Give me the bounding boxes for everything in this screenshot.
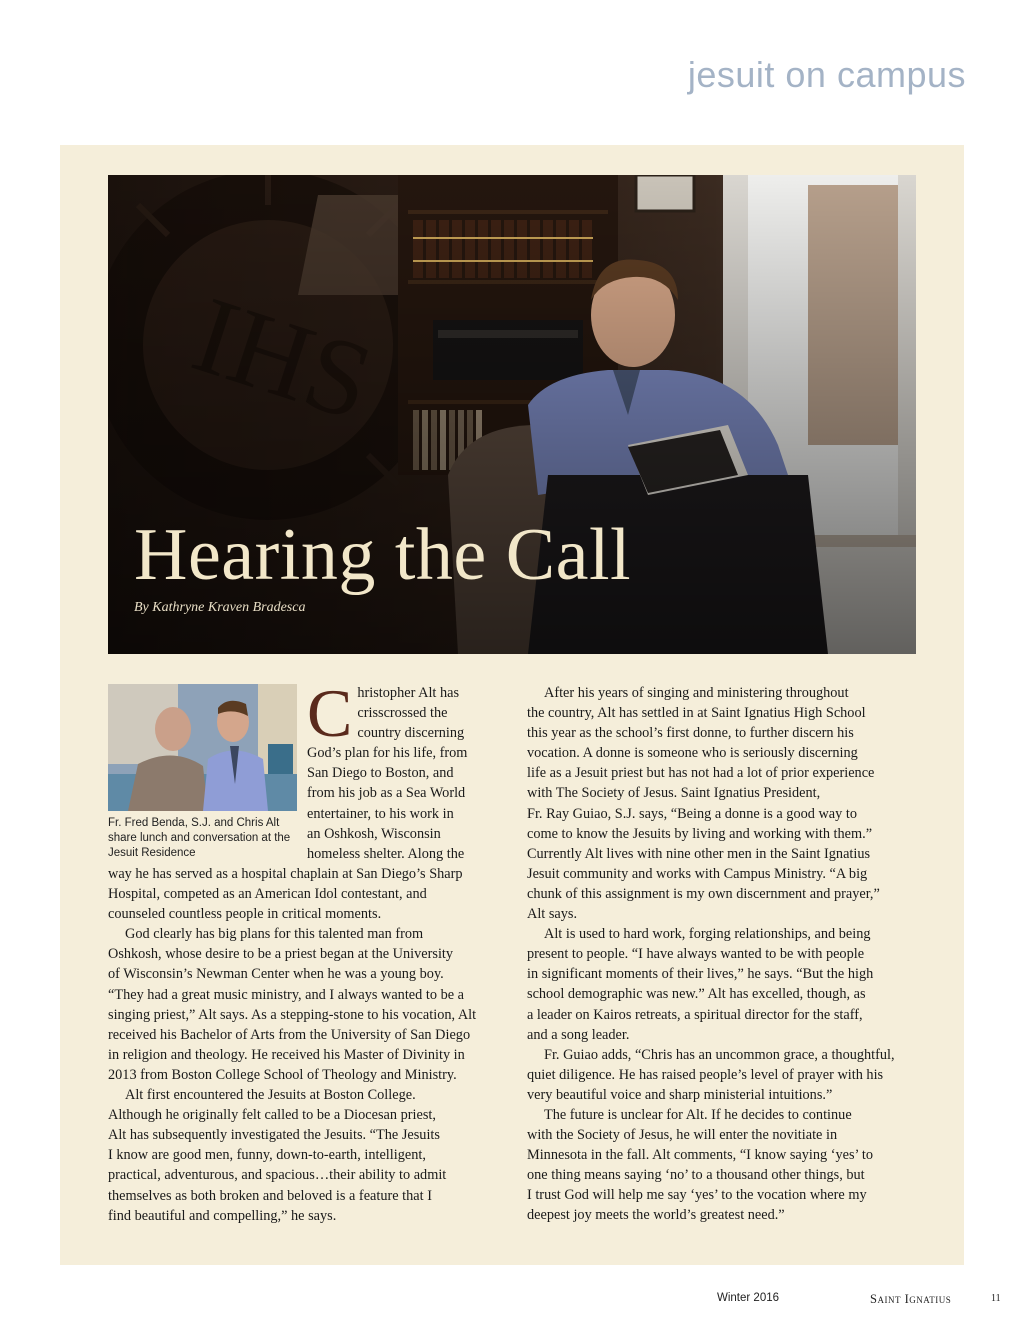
text-line: received his Bachelor of Arts from the University of San Diego [108,1026,471,1043]
text-line: Fr. Ray Guiao, S.J. says, “Being a donne is a good way to [527,805,857,822]
text-line: I know are good men, funny, down-to-earth, intelligent, [108,1147,426,1164]
intro-line: entertainer, to his work in [307,805,454,822]
text-line: After his years of singing and ministering throughout [544,685,849,701]
text-line: of Wisconsin’s Newman Center when he was a young boy. [108,966,444,983]
inset-photo [108,684,297,811]
text-line: Minnesota in the fall. Alt comments, “I know saying ‘yes’ to [527,1147,873,1164]
text-line: in religion and theology. He received his Master of Divinity in [108,1046,465,1063]
text-line: school demographic was new.” Alt has excelled, though, as [527,986,866,1003]
article-intro [307,675,493,864]
text-line: Hospital, competed as an American Idol contestant, and [108,886,427,903]
text-line: one thing means saying ‘no’ to a thousand other things, but [527,1167,865,1184]
text-line: The future is unclear for Alt. If he decides to continue [544,1106,852,1123]
text-line: this year as the school’s first donne, to further discern his [527,725,854,742]
text-line: Although he originally felt called to be a Diocesan priest, [108,1107,436,1124]
text-line: deepest joy meets the world’s greatest need.” [527,1207,785,1224]
text-line: a leader on Kairos retreats, a spiritual director for the staff, [527,1006,863,1023]
inset-photo-illustration [108,684,297,811]
issue-label: Winter 2016 [717,1292,780,1304]
drop-cap: C [307,675,353,751]
text-line: Oshkosh, whose desire to be a priest began at the University [108,946,454,963]
text-line: life as a Jesuit priest but has not had a lot of prior experience [527,765,875,782]
intro-line: country discerning [357,725,465,742]
intro-line: crisscrossed the [357,705,448,722]
text-line: with the Society of Jesus, he will enter the novitiate in [527,1127,838,1144]
page-number: 11 [991,1293,1001,1304]
intro-line: homeless shelter. Along the [307,845,465,862]
byline: By Kathryne Kraven Bradesca [134,600,306,615]
intro-line: hristopher Alt has [357,685,460,701]
text-line: Alt says. [527,906,578,923]
intro-line: San Diego to Boston, and [307,765,454,782]
text-line: singing priest,” Alt says. As a stepping-stone to his vocation, Alt [108,1006,477,1023]
text-line: God clearly has big plans for this talented man from [125,926,424,943]
text-line: way he has served as a hospital chaplain at San Diego’s Sharp [108,866,463,882]
intro-line: God’s plan for his life, from [307,745,468,762]
text-line: Fr. Guiao adds, “Chris has an uncommon grace, a thoughtful, [544,1046,895,1063]
text-line: practical, adventurous, and spacious…their ability to admit [108,1167,447,1184]
article-title: Hearing the Call [134,514,632,596]
text-line: with The Society of Jesus. Saint Ignatius President, [527,785,821,802]
text-line: vocation. A donne is someone who is seriously discerning [527,745,858,762]
text-line: present to people. “I have always wanted to be with people [527,946,865,963]
text-line: and a song leader. [527,1026,630,1043]
text-line: themselves as both broken and beloved is a feature that I [108,1187,432,1204]
text-line: Alt first encountered the Jesuits at Boston College. [125,1087,416,1104]
magazine-name: Saint Ignatius [870,1292,952,1306]
text-line: 2013 from Boston College School of Theology and Ministry. [108,1066,457,1083]
text-line: in significant moments of their lives,” he says. “But the high [527,966,874,983]
text-line: Alt is used to hard work, forging relationships, and being [544,926,871,943]
text-line: “They had a great music ministry, and I always wanted to be a [108,986,464,1003]
text-line: the country, Alt has settled in at Saint Ignatius High School [527,705,866,722]
text-line: Jesuit community and works with Campus Ministry. “A big [527,865,868,882]
text-line: very beautiful voice and sharp ministerial intuitions.” [527,1086,833,1103]
text-line: Currently Alt lives with nine other men in the Saint Ignatius [527,845,871,862]
intro-line: an Oshkosh, Wisconsin [307,825,441,842]
text-line: find beautiful and compelling,” he says. [108,1207,337,1224]
section-header: jesuit on campus [687,54,966,95]
text-line: chunk of this assignment is my own discernment and prayer,” [527,885,880,902]
article-column-2 [527,683,917,1226]
text-line: quiet diligence. He has raised people’s level of prayer with his [527,1066,884,1083]
hero-image [108,175,916,654]
text-line: Alt has subsequently investigated the Jesuits. “The Jesuits [108,1127,440,1144]
photo-caption: Fr. Fred Benda, S.J. and Chris Alt share lunch and conversation at the Jesuit Residence [108,817,291,859]
text-line: counseled countless people in critical moments. [108,906,382,923]
intro-line: from his job as a Sea World [307,785,466,802]
text-line: I trust God will help me say ‘yes’ to the vocation where my [527,1187,867,1204]
text-line: come to know the Jesuits by living and working with them.” [527,825,873,842]
article-column-1 [108,864,494,1226]
